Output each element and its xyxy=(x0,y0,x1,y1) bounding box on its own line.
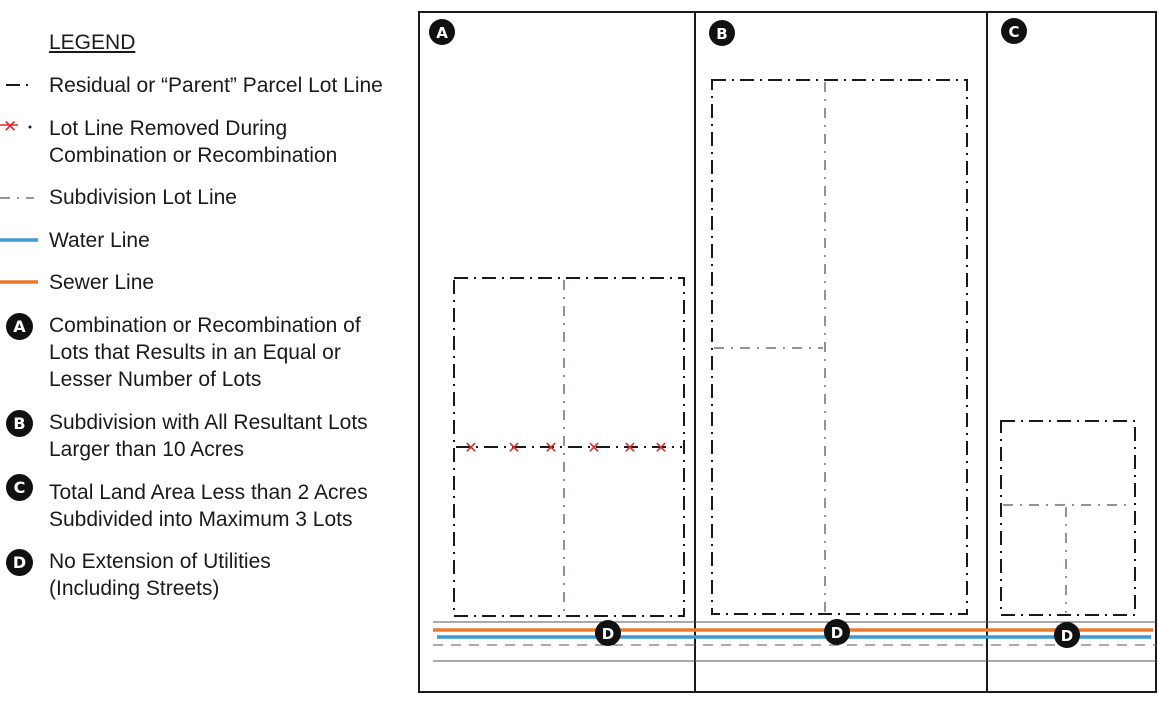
panel-c-parent-parcel xyxy=(1001,421,1135,615)
utility-badge-b xyxy=(824,619,850,645)
legend-title: LEGEND xyxy=(49,31,136,54)
legend-badge-a: A xyxy=(6,313,33,340)
legend-item-removed-lot-line: Lot Line Removed During Combination or Recombination xyxy=(49,117,338,167)
panel-b-parent-parcel xyxy=(712,80,967,614)
utility-badge-a xyxy=(595,620,621,646)
legend-item-water-line: Water Line xyxy=(49,229,150,252)
utility-badge-c-text: D xyxy=(1060,627,1074,645)
svg-text:✕: ✕ xyxy=(3,117,18,137)
legend-item-sewer-line: Sewer Line xyxy=(49,271,155,294)
removed-mark: ✕ xyxy=(623,438,637,457)
utility-badge-b-text: D xyxy=(830,624,844,642)
legend-item-d: No Extension of Utilities (Including Streets) xyxy=(49,550,271,600)
removed-mark: ✕ xyxy=(654,438,668,457)
utility-badge-a-text: D xyxy=(601,625,615,643)
legend-item-subdivision-lot-line: Subdivision Lot Line xyxy=(49,186,237,209)
panel-label-a xyxy=(429,19,455,45)
panel-c xyxy=(1001,421,1135,615)
legend-badge-b: B xyxy=(6,410,33,437)
legend-item-a: Combination or Recombination of Lots that Results in an Equal or Lesser Number of Lots xyxy=(49,314,361,391)
diagram-frame xyxy=(419,12,1156,692)
panel-b xyxy=(712,80,967,614)
utility-badge-c xyxy=(1054,622,1080,648)
removed-mark: ✕ xyxy=(507,438,521,457)
legend-badge-d: D xyxy=(6,549,33,576)
removed-mark: ✕ xyxy=(587,438,601,457)
legend-badge-c: C xyxy=(6,474,33,501)
removed-mark: ✕ xyxy=(544,438,558,457)
panel-a xyxy=(454,278,684,616)
panel-label-c-text: C xyxy=(1008,23,1020,41)
removed-mark: ✕ xyxy=(464,438,478,457)
panel-label-a-text: A xyxy=(436,24,448,42)
legend-item-c: Total Land Area Less than 2 Acres Subdivided into Maximum 3 Lots xyxy=(49,481,368,531)
legend-item-parent-lot-line: Residual or “Parent” Parcel Lot Line xyxy=(49,74,383,97)
panel-label-b-text: B xyxy=(716,25,728,43)
panel-label-c xyxy=(1001,18,1027,44)
panel-label-b xyxy=(709,20,735,46)
legend-item-b: Subdivision with All Resultant Lots Larger than 10 Acres xyxy=(49,411,368,461)
